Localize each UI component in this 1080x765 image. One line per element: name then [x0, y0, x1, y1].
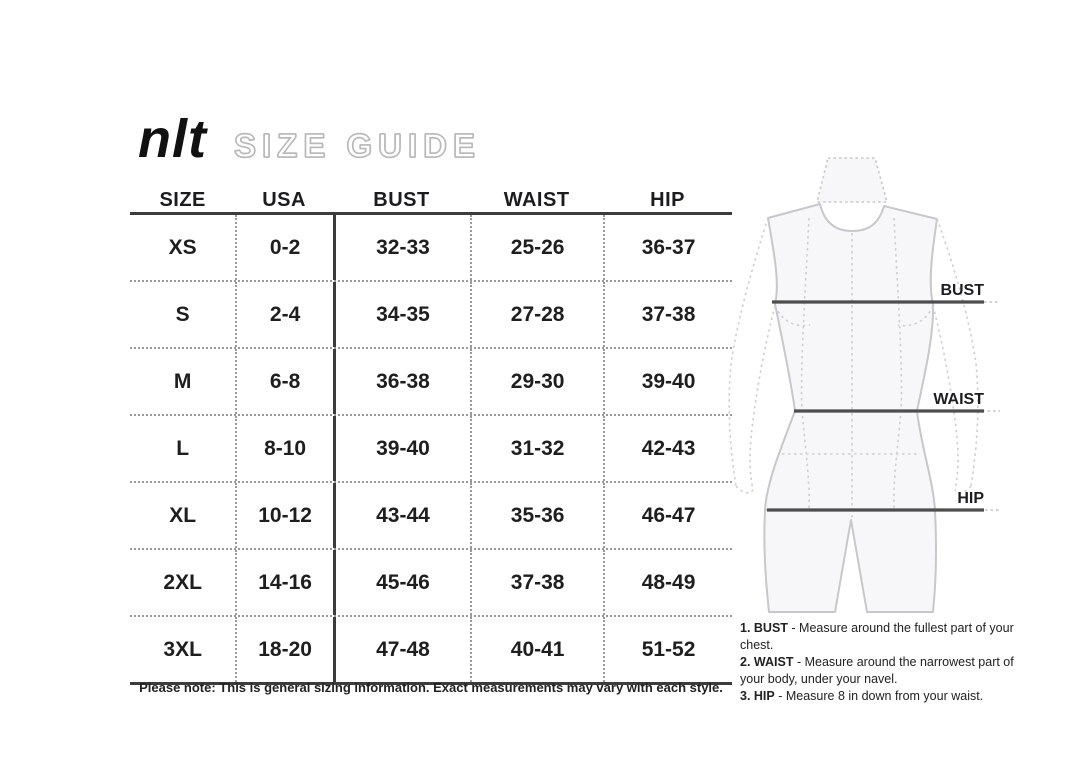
table-cell: 48-49: [603, 550, 732, 615]
table-cell: XL: [169, 503, 197, 527]
table-cell: 43-44: [333, 483, 470, 548]
table-cell: 10-12: [235, 483, 333, 548]
table-cell: 34-35: [333, 282, 470, 347]
table-row: [130, 481, 732, 548]
table-cell: 8-10: [235, 416, 333, 481]
table-cell: XS: [168, 235, 197, 259]
table-cell: 51-52: [603, 617, 732, 682]
table-row: [130, 280, 732, 347]
table-cell: 25-26: [470, 215, 603, 280]
table-cell: 39-40: [333, 416, 470, 481]
page-title: SIZE GUIDE: [234, 127, 482, 164]
table-cell: 2-4: [235, 282, 333, 347]
table-row: [130, 215, 732, 280]
column-header-waist: WAIST: [503, 189, 570, 211]
column-header-size: SIZE: [159, 189, 206, 211]
table-cell: 46-47: [603, 483, 732, 548]
body-measurement-diagram: [722, 138, 1022, 623]
table-row: [130, 548, 732, 615]
table-cell: 0-2: [235, 215, 333, 280]
mannequin-neck: [817, 158, 887, 202]
column-header-usa: USA: [262, 189, 306, 211]
table-cell: 36-37: [603, 215, 732, 280]
column-header-hip: HIP: [650, 189, 685, 211]
table-cell: 3XL: [163, 637, 202, 661]
table-cell: 6-8: [235, 349, 333, 414]
table-cell: 27-28: [470, 282, 603, 347]
table-cell: 29-30: [470, 349, 603, 414]
table-cell: 36-38: [333, 349, 470, 414]
bust-label: BUST: [940, 282, 984, 299]
table-cell: 42-43: [603, 416, 732, 481]
table-cell: 37-38: [470, 550, 603, 615]
size-table: [130, 186, 732, 685]
table-cell: 18-20: [235, 617, 333, 682]
measurement-instructions: [740, 620, 1018, 704]
measurement-labels: [933, 282, 984, 507]
table-row: [130, 615, 732, 682]
instruction-item: 3. HIP - Measure 8 in down from your waist.: [740, 688, 984, 703]
table-cell: 31-32: [470, 416, 603, 481]
mannequin-body: [764, 204, 937, 612]
instruction-item: 1. BUST - Measure around the fullest part of your chest.: [740, 621, 1014, 652]
table-cell: 37-38: [603, 282, 732, 347]
table-cell: L: [176, 436, 190, 460]
table-cell: 35-36: [470, 483, 603, 548]
table-cell: 45-46: [333, 550, 470, 615]
hip-label: HIP: [957, 490, 984, 507]
column-header-bust: BUST: [373, 189, 430, 211]
instruction-item: 2. WAIST - Measure around the narrowest part of your body, under your navel.: [740, 654, 1014, 686]
table-body: [130, 215, 732, 685]
table-cell: 32-33: [333, 215, 470, 280]
table-row: [130, 414, 732, 481]
table-cell: 47-48: [333, 617, 470, 682]
table-cell: 2XL: [163, 570, 202, 594]
table-cell: M: [173, 369, 192, 393]
sizing-note: Please note: This is general sizing information. Exact measurements may vary with each style.: [139, 680, 723, 695]
table-header-row: [130, 186, 732, 215]
brand-logo: nlt: [138, 109, 207, 169]
waist-label: WAIST: [933, 391, 984, 408]
table-cell: 39-40: [603, 349, 732, 414]
table-cell: 40-41: [470, 617, 603, 682]
table-cell: S: [175, 302, 190, 326]
table-row: [130, 347, 732, 414]
table-cell: 14-16: [235, 550, 333, 615]
